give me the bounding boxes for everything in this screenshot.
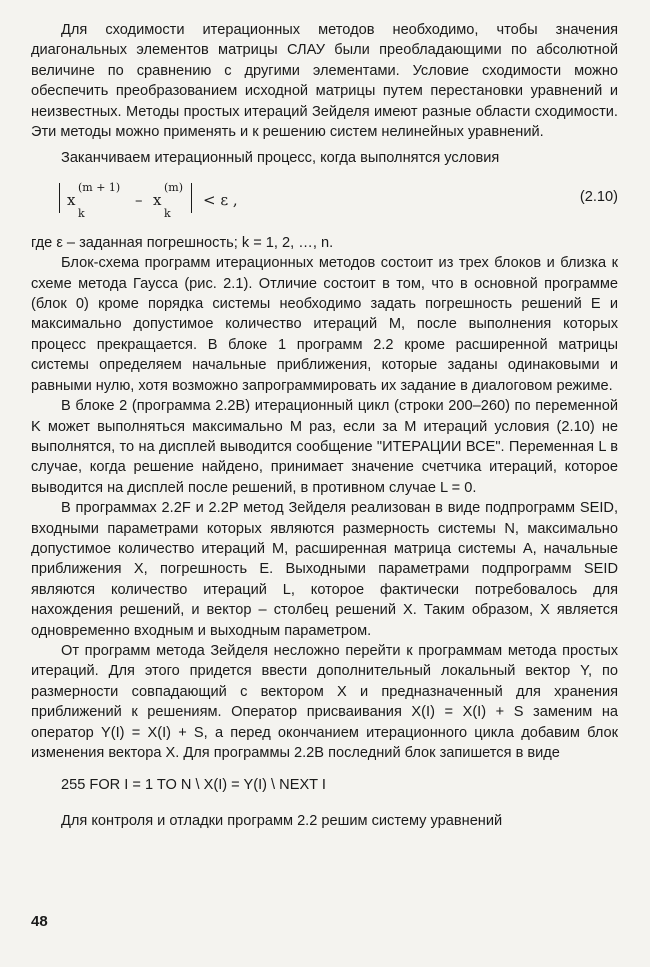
paragraph-seidel-subroutines: В программах 2.2F и 2.2P метод Зейделя реализован в виде подпрограмм SEID, входными параметрами которых являются размерность системы N, максимально допустимое количество итераций M, расширенная матрица системы A, начальные приближения X, погрешность E. Выходными параметрами подпрограмм SEID являются количество итераций L, которое фактически потребовалось для нахождения решений, и вектор – столбец решений X. Таким образом, X является одновременно входным и выходным параметром. bbox=[31, 500, 618, 639]
paragraph-debug: Для контроля и отладки программ 2.2 решим систему уравнений bbox=[61, 813, 503, 830]
abs-bar-left bbox=[59, 183, 60, 213]
eq-relation: < ε , bbox=[203, 190, 238, 209]
code-line: 255 FOR I = 1 TO N \ X(I) = Y(I) \ NEXT I bbox=[61, 777, 326, 794]
paragraph-stop-condition: Заканчиваем итерационный процесс, когда выполнятся условия bbox=[61, 150, 500, 167]
paragraph-block-2: В блоке 2 (программа 2.2B) итерационный цикл (строки 200–260) по переменной K может выполняться максимально M раз, если за M итераций условия (2.10) не выполнятся, то на дисплей выводится сообщение "ИТЕРАЦИИ ВСЕ". Переменная L в случае, когда решение найдено, принимает значение счетчика итераций, которое выводится на дисплей после решений, в противном случае L = 0. bbox=[31, 398, 618, 496]
abs-bar-right bbox=[191, 183, 192, 213]
eq-sup2: (m) bbox=[164, 180, 184, 194]
equation-number: (2.10) bbox=[579, 188, 618, 205]
paragraph-simple-iterations: От программ метода Зейделя несложно перейти к программам метода простых итераций. Для этого придется ввести дополнительный локальный вектор Y, по размерности совпадающий с вектором X и предназначенный для хранения приближений к решениям. Оператор присваивания X(I) = X(I) + S заменим на оператор Y(I) = X(I) + S, а перед окончанием итерационного цикла добавим блок изменения вектора X. Для программы 2.2B последний блок запишется в виде bbox=[31, 642, 618, 761]
eq-sub2: k bbox=[164, 206, 171, 220]
equation-2-10 bbox=[31, 175, 618, 233]
paragraph-convergence: Для сходимости итерационных методов необходимо, чтобы значения диагональных элементов матрицы СЛАУ были преобладающими по абсолютной величине по сравнению с другими элементами. Условие сходимости можно обеспечить преобразованием исходной матрицы путем перестановки уравнений и неизвестных. Методы простых итераций Зейделя имеют разные области сходимости. Эти методы можно применять и к решению систем нелинейных уравнений. bbox=[31, 22, 618, 141]
paragraph-block-scheme: Блок-схема программ итерационных методов состоит из трех блоков и близка к схеме метода Гаусса (рис. 2.1). Отличие состоит в том, что в основной программе (блок 0) кроме порядка системы необходимо задать погрешность решений E и максимально допустимое количество итераций M, после выполнения которых процесс прекращается. В блоке 1 программ 2.2 кроме расширенной матрицы системы определяем начальные приближения, которые заданы одинаковыми и равными нулю, хотя возможно запрограммировать их задание в диалоговом режиме. bbox=[31, 255, 618, 394]
eq-sub1: k bbox=[78, 206, 85, 220]
eq-sup1: (m + 1) bbox=[78, 180, 121, 194]
page-number: 48 bbox=[31, 913, 48, 930]
eq-x2: x bbox=[153, 190, 162, 209]
eq-minus: – bbox=[135, 190, 143, 209]
eq-x1: x bbox=[67, 190, 76, 209]
paragraph-epsilon: где ε – заданная погрешность; k = 1, 2, …, n. bbox=[31, 234, 334, 251]
text-column bbox=[31, 20, 618, 832]
